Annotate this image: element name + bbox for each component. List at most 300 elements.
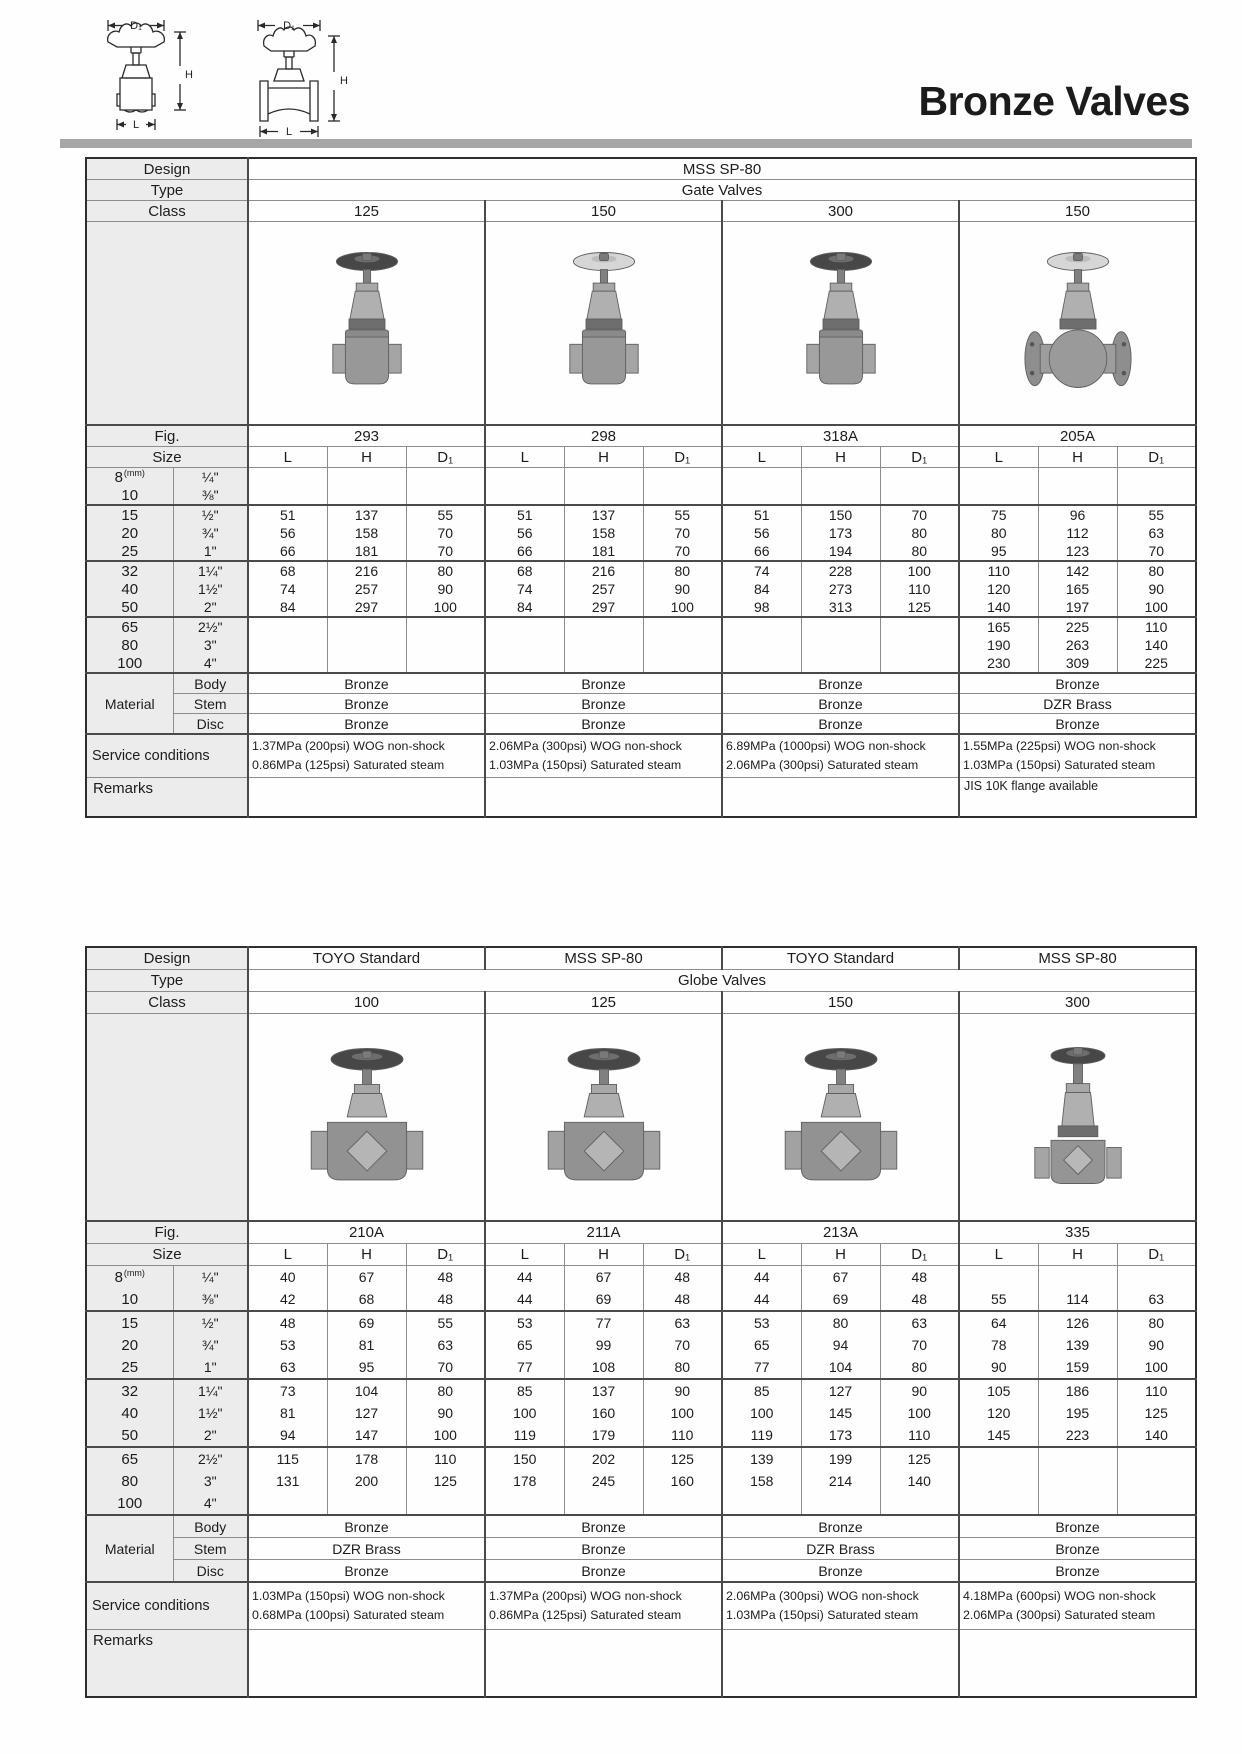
dimension-value: 140 (1117, 1424, 1196, 1447)
fig-number: 211A (485, 1221, 722, 1244)
remark-value (959, 1630, 1196, 1698)
dim-header: L (248, 1244, 327, 1266)
dimension-value: 214 (801, 1470, 880, 1492)
dimension-value: 77 (564, 1311, 643, 1334)
dimension-value (959, 486, 1038, 505)
dimension-value: 178 (485, 1470, 564, 1492)
dimension-value: 74 (722, 561, 801, 580)
dimension-value (485, 486, 564, 505)
dimension-value: 159 (1038, 1356, 1117, 1379)
material-value: Bronze (959, 1515, 1196, 1538)
dimension-value: 80 (406, 561, 485, 580)
dim-header: L (722, 1244, 801, 1266)
dimension-value (880, 468, 959, 487)
dimension-value: 66 (485, 542, 564, 561)
dimension-value (959, 1447, 1038, 1470)
dimension-value: 80 (643, 1356, 722, 1379)
dimension-value: 245 (564, 1470, 643, 1492)
globe-dark-wheel-photo (248, 1014, 485, 1222)
dimension-value: 65 (485, 1334, 564, 1356)
size-inch-cell: 2" (173, 1424, 248, 1447)
type-value: Globe Valves (248, 970, 1196, 992)
size-mm-cell (86, 1424, 173, 1447)
dimension-value (406, 468, 485, 487)
material-value: DZR Brass (722, 1538, 959, 1560)
dimension-value: 95 (327, 1356, 406, 1379)
size-mm-value: 20 (121, 1336, 139, 1354)
dimension-value (722, 468, 801, 487)
size-mm-cell (86, 505, 173, 524)
gate-dark-wheel-photo (248, 222, 485, 426)
material-value: Bronze (722, 694, 959, 714)
dimension-value (722, 617, 801, 636)
dimension-value: 125 (880, 598, 959, 617)
size-mm-cell (86, 1356, 173, 1379)
remark-value (248, 1630, 485, 1698)
dimension-value: 127 (327, 1402, 406, 1424)
service-condition-line: 1.03MPa (150psi) WOG non-shock (252, 1588, 445, 1603)
dimension-value: 158 (564, 524, 643, 542)
dimension-value: 55 (1117, 505, 1196, 524)
size-mm-cell (86, 598, 173, 617)
dimension-value: 123 (1038, 542, 1117, 561)
size-inch-cell: ¼" (173, 1266, 248, 1289)
size-inch-cell: ¾" (173, 1334, 248, 1356)
size-mm-cell (86, 468, 173, 487)
dimension-value: 69 (564, 1288, 643, 1311)
dim-header: H (1038, 1244, 1117, 1266)
dimension-value (1038, 1266, 1117, 1289)
dimension-value (1038, 1492, 1117, 1515)
dimension-value: 190 (959, 636, 1038, 654)
dimension-value: 51 (248, 505, 327, 524)
dimension-value (801, 486, 880, 505)
dimension-value: 110 (1117, 1379, 1196, 1402)
material-part-label: Body (173, 1515, 248, 1538)
valve-photo-image (751, 243, 931, 415)
dimension-value (959, 1266, 1038, 1289)
fig-number: 205A (959, 425, 1196, 447)
dimension-value: 77 (485, 1356, 564, 1379)
material-value: Bronze (485, 1538, 722, 1560)
dimension-value (801, 654, 880, 673)
remark-value (722, 1630, 959, 1698)
dimension-value: 66 (722, 542, 801, 561)
dimension-value: 137 (564, 1379, 643, 1402)
dim-header: L (485, 447, 564, 468)
size-inch-cell: 1½" (173, 580, 248, 598)
dimension-value: 80 (880, 1356, 959, 1379)
size-mm-value: 80 (121, 636, 139, 654)
dimension-value: 179 (564, 1424, 643, 1447)
dimension-value: 81 (248, 1402, 327, 1424)
size-mm-value: 80 (121, 1472, 139, 1490)
dimension-value: 48 (406, 1288, 485, 1311)
dimension-value (801, 636, 880, 654)
material-value: Bronze (722, 714, 959, 735)
mm-unit-note: (mm) (123, 468, 145, 478)
dim-header: H (801, 1244, 880, 1266)
dimension-value (959, 1492, 1038, 1515)
dimension-value (248, 654, 327, 673)
size-inch-cell: 4" (173, 654, 248, 673)
dim-header: D₁ (1117, 447, 1196, 468)
size-mm-cell (86, 580, 173, 598)
dimension-value (1117, 1447, 1196, 1470)
service-condition-line: 1.37MPa (200psi) WOG non-shock (489, 1588, 682, 1603)
dimension-value (406, 1492, 485, 1515)
size-mm-value: 100 (117, 654, 143, 672)
dimension-value: 199 (801, 1447, 880, 1470)
valve-photo-image (514, 1039, 694, 1211)
dimension-value: 74 (485, 580, 564, 598)
dimension-value: 63 (406, 1334, 485, 1356)
class-value: 300 (722, 201, 959, 222)
valve-photo-image (277, 1039, 457, 1211)
size-mm-cell (86, 1334, 173, 1356)
size-inch-cell: ½" (173, 1311, 248, 1334)
size-mm-cell (86, 654, 173, 673)
service-condition-line: 1.37MPa (200psi) WOG non-shock (252, 738, 445, 753)
dimension-value: 55 (406, 1311, 485, 1334)
dim-header: D₁ (643, 1244, 722, 1266)
dimension-value (327, 468, 406, 487)
dimension-value: 127 (801, 1379, 880, 1402)
dimension-value: 42 (248, 1288, 327, 1311)
size-mm-value: 65 (121, 618, 139, 636)
dimension-value: 85 (722, 1379, 801, 1402)
design-value: MSS SP-80 (485, 947, 722, 970)
size-row-label: Size (86, 447, 248, 468)
material-value: Bronze (959, 1538, 1196, 1560)
material-value: DZR Brass (959, 694, 1196, 714)
material-value: Bronze (722, 1560, 959, 1583)
dimension-value: 100 (406, 598, 485, 617)
remark-value (248, 778, 485, 818)
size-inch-cell: 1¼" (173, 1379, 248, 1402)
dimension-value (643, 654, 722, 673)
dimension-value (880, 486, 959, 505)
dimension-value: 309 (1038, 654, 1117, 673)
size-mm-cell (86, 1311, 173, 1334)
material-value: Bronze (959, 673, 1196, 694)
fig-row-label: Fig. (86, 1221, 248, 1244)
size-inch-cell: 1¼" (173, 561, 248, 580)
dimension-value: 84 (722, 580, 801, 598)
dimension-value (1117, 486, 1196, 505)
dimension-value: 105 (959, 1379, 1038, 1402)
dimension-value: 69 (327, 1311, 406, 1334)
gate-dark-wheel-photo (722, 222, 959, 426)
dimension-value: 67 (801, 1266, 880, 1289)
size-mm-value: 65 (121, 1450, 139, 1468)
dimension-value: 114 (1038, 1288, 1117, 1311)
size-mm-cell (86, 1379, 173, 1402)
valve-photo-image (988, 243, 1168, 415)
size-mm-value: 50 (121, 598, 139, 616)
dimension-value (643, 1492, 722, 1515)
remark-value (485, 778, 722, 818)
dimension-value: 70 (643, 1334, 722, 1356)
service-condition-line: 1.55MPa (225psi) WOG non-shock (963, 738, 1156, 753)
dimension-value: 80 (880, 524, 959, 542)
dimension-value: 126 (1038, 1311, 1117, 1334)
dimension-value: 137 (327, 505, 406, 524)
gate-valves-table (85, 157, 1197, 818)
dimension-value: 73 (248, 1379, 327, 1402)
size-mm-cell (86, 561, 173, 580)
dimension-value: 158 (327, 524, 406, 542)
service-condition-line: 1.03MPa (150psi) Saturated steam (489, 758, 682, 772)
dimension-value: 66 (248, 542, 327, 561)
title-underline-bar (60, 139, 1192, 148)
fig-number: 318A (722, 425, 959, 447)
service-conditions-cell (959, 1582, 1196, 1630)
dimension-value: 70 (880, 1334, 959, 1356)
dimension-value: 110 (406, 1447, 485, 1470)
dim-header: L (248, 447, 327, 468)
dimension-value: 90 (643, 1379, 722, 1402)
dimension-value: 160 (564, 1402, 643, 1424)
dimension-value (959, 1470, 1038, 1492)
dimension-value (327, 1492, 406, 1515)
dim-header: D₁ (406, 447, 485, 468)
size-mm-value: 50 (121, 1426, 139, 1444)
service-conditions-cell (722, 1582, 959, 1630)
remark-value: JIS 10K flange available (959, 778, 1196, 818)
dimension-value: 228 (801, 561, 880, 580)
dimension-value (1117, 468, 1196, 487)
dimension-value: 125 (1117, 1402, 1196, 1424)
size-mm-cell (86, 1470, 173, 1492)
dimension-value: 80 (880, 542, 959, 561)
dimension-value (801, 468, 880, 487)
size-inch-cell: 3" (173, 1470, 248, 1492)
dimension-value: 85 (485, 1379, 564, 1402)
material-value: Bronze (248, 694, 485, 714)
dimension-value: 90 (959, 1356, 1038, 1379)
dimension-value (1038, 1470, 1117, 1492)
dimension-value (880, 636, 959, 654)
dimension-value: 173 (801, 524, 880, 542)
gate-flanged-light-wheel-photo (959, 222, 1196, 426)
size-mm-cell (86, 1266, 173, 1289)
dimension-value: 125 (643, 1447, 722, 1470)
dimension-value: 110 (1117, 617, 1196, 636)
dimension-value (406, 486, 485, 505)
service-conditions-cell (248, 734, 485, 778)
dimension-value: 115 (248, 1447, 327, 1470)
dimension-value (248, 636, 327, 654)
design-value: TOYO Standard (722, 947, 959, 970)
dimension-value: 104 (327, 1379, 406, 1402)
dimension-value (801, 1492, 880, 1515)
dimension-value (485, 617, 564, 636)
dimension-value: 90 (880, 1379, 959, 1402)
dimension-value (564, 654, 643, 673)
dimension-value: 51 (485, 505, 564, 524)
dimension-value: 100 (1117, 598, 1196, 617)
dim-header: H (564, 447, 643, 468)
dimension-value: 297 (327, 598, 406, 617)
size-mm-value: 25 (121, 1358, 139, 1376)
size-mm-cell (86, 1447, 173, 1470)
h-dimension-label: H (340, 75, 348, 87)
dimension-value: 63 (643, 1311, 722, 1334)
size-mm-cell (86, 636, 173, 654)
size-inch-cell: ½" (173, 505, 248, 524)
service-condition-line: 2.06MPa (300psi) Saturated steam (963, 1608, 1156, 1622)
dimension-value: 100 (485, 1402, 564, 1424)
dimension-value: 48 (406, 1266, 485, 1289)
dimension-value (1117, 1266, 1196, 1289)
dimension-value: 216 (564, 561, 643, 580)
dimension-value: 94 (248, 1424, 327, 1447)
dimension-value: 63 (248, 1356, 327, 1379)
class-value: 150 (959, 201, 1196, 222)
dim-header: D₁ (880, 447, 959, 468)
dimension-value: 90 (406, 580, 485, 598)
dimension-value: 110 (959, 561, 1038, 580)
dimension-value: 186 (1038, 1379, 1117, 1402)
dimension-value: 165 (1038, 580, 1117, 598)
dimension-value (564, 636, 643, 654)
size-inch-cell: 1" (173, 1356, 248, 1379)
dimension-value (564, 1492, 643, 1515)
material-part-label: Body (173, 673, 248, 694)
material-value: Bronze (485, 1515, 722, 1538)
dimension-value: 67 (564, 1266, 643, 1289)
dimension-value: 48 (880, 1266, 959, 1289)
material-part-label: Disc (173, 1560, 248, 1583)
dim-header: H (801, 447, 880, 468)
dimension-value: 90 (406, 1402, 485, 1424)
dimension-value: 313 (801, 598, 880, 617)
dimension-value: 53 (485, 1311, 564, 1334)
dimension-value (1038, 486, 1117, 505)
material-value: Bronze (722, 673, 959, 694)
dimension-value: 150 (485, 1447, 564, 1470)
dim-header: H (564, 1244, 643, 1266)
dimension-value: 110 (643, 1424, 722, 1447)
material-value: Bronze (959, 714, 1196, 735)
dimension-value: 90 (643, 580, 722, 598)
dimension-value: 120 (959, 580, 1038, 598)
dimension-value (643, 468, 722, 487)
dimension-value: 202 (564, 1447, 643, 1470)
size-inch-cell: ¾" (173, 524, 248, 542)
size-mm-cell (86, 617, 173, 636)
design-value: MSS SP-80 (248, 158, 1196, 180)
dim-header: L (485, 1244, 564, 1266)
dimension-value: 147 (327, 1424, 406, 1447)
service-row-label: Service conditions (86, 1582, 248, 1630)
material-value: Bronze (248, 714, 485, 735)
flanged-valve-dimension-diagram (222, 16, 364, 144)
dimension-value (406, 636, 485, 654)
dimension-value: 56 (722, 524, 801, 542)
mm-unit-note: (mm) (123, 1268, 145, 1278)
material-part-label: Stem (173, 694, 248, 714)
dimension-value: 173 (801, 1424, 880, 1447)
dimension-value: 158 (722, 1470, 801, 1492)
dim-header: L (959, 1244, 1038, 1266)
dimension-value (643, 486, 722, 505)
design-value: MSS SP-80 (959, 947, 1196, 970)
dimension-value: 84 (248, 598, 327, 617)
valve-photo-image (751, 1039, 931, 1211)
dimension-value: 44 (722, 1266, 801, 1289)
globe-valves-section (85, 946, 1197, 1698)
size-inch-cell: 1" (173, 542, 248, 561)
dim-header: D₁ (880, 1244, 959, 1266)
dimension-value: 80 (1117, 561, 1196, 580)
dimension-value: 48 (248, 1311, 327, 1334)
dimension-value: 142 (1038, 561, 1117, 580)
gate-light-wheel-photo (485, 222, 722, 426)
dimension-value: 53 (722, 1311, 801, 1334)
dimension-value (406, 617, 485, 636)
dimension-value (406, 654, 485, 673)
dimension-value: 67 (327, 1266, 406, 1289)
h-dimension-label: H (185, 69, 193, 81)
type-value: Gate Valves (248, 180, 1196, 201)
dimension-value: 145 (801, 1402, 880, 1424)
dimension-value: 95 (959, 542, 1038, 561)
dimension-value: 100 (643, 1402, 722, 1424)
size-mm-value: 25 (121, 542, 139, 560)
photo-spacer-cell (86, 222, 248, 426)
size-inch-cell: 2½" (173, 617, 248, 636)
size-mm-cell (86, 524, 173, 542)
dimension-value: 181 (564, 542, 643, 561)
dimension-value: 100 (406, 1424, 485, 1447)
size-mm-cell (86, 1492, 173, 1515)
dimension-value (564, 617, 643, 636)
globe-valves-table (85, 946, 1197, 1698)
dimension-value: 55 (643, 505, 722, 524)
gate-valves-section (85, 157, 1197, 818)
dimension-value: 68 (248, 561, 327, 580)
material-row-label: Material (86, 1515, 173, 1582)
dimension-value: 178 (327, 1447, 406, 1470)
class-row-label: Class (86, 201, 248, 222)
dimension-value: 139 (722, 1447, 801, 1470)
material-part-label: Disc (173, 714, 248, 735)
dimension-diagrams (76, 16, 364, 144)
dimension-value: 75 (959, 505, 1038, 524)
dimension-value (959, 468, 1038, 487)
service-condition-line: 1.03MPa (150psi) Saturated steam (963, 758, 1156, 772)
size-mm-value: 40 (121, 1404, 139, 1422)
dimension-value: 99 (564, 1334, 643, 1356)
remark-value (485, 1630, 722, 1698)
dimension-value (485, 468, 564, 487)
size-mm-cell (86, 486, 173, 505)
class-value: 300 (959, 992, 1196, 1014)
size-mm-value: 15 (121, 1314, 139, 1332)
size-mm-cell (86, 1288, 173, 1311)
material-value: Bronze (485, 714, 722, 735)
dimension-value: 74 (248, 580, 327, 598)
service-condition-line: 6.89MPa (1000psi) WOG non-shock (726, 738, 926, 753)
size-mm-value: 10 (121, 1290, 139, 1308)
dimension-value: 70 (643, 542, 722, 561)
remarks-row-label: Remarks (86, 1630, 248, 1698)
dimension-value: 69 (801, 1288, 880, 1311)
dimension-value: 80 (406, 1379, 485, 1402)
material-value: Bronze (248, 1515, 485, 1538)
